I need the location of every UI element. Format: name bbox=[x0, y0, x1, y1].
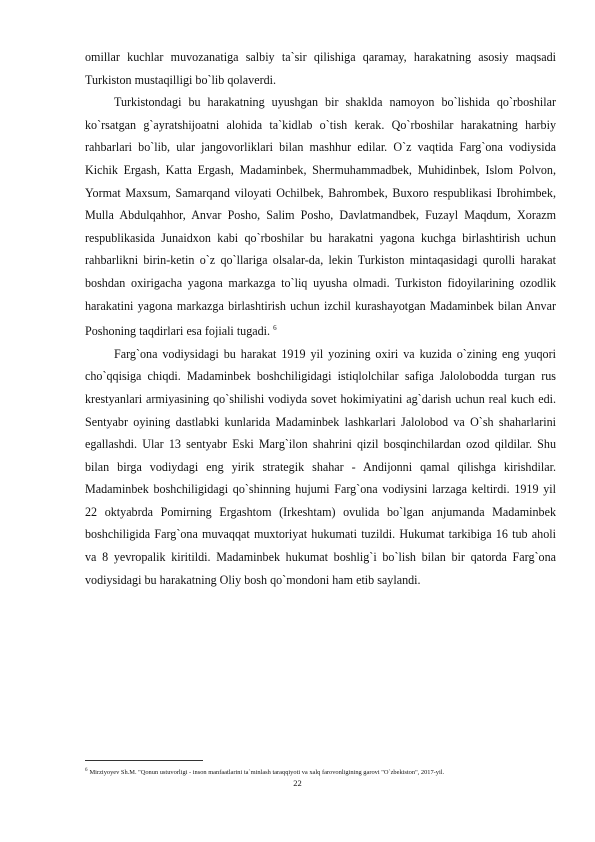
page-number: 22 bbox=[293, 778, 302, 788]
footnote-mark: 6 bbox=[85, 768, 88, 773]
footnote bbox=[85, 766, 444, 777]
paragraph-text: Farg`ona vodiysidagi bu harakat 1919 yil yozining oxiri va kuzida o`zining eng yuqori cho`qqisiga chiqdi. Madaminbek boshchiligidagi istiqlolchilar safiga Jalolobodda turgan rus krestyanlari armiyasining qo`shilishi vodiyda sovet hokimiyatini ag`darish uchun real kuch edi. Sentyabr oyining dastlabki kunlarida Madaminbek lashkarlari Jalolobod va O`sh shaharlarini egallashdi. Ular 13 sentyabr Eski Marg`ilon shahrini qizil bosqinchilardan ozod qildilar. Shu bilan birga vodiydagi eng yirik strategik shahar - Andijonni qamal qilishga kirishdilar. Madaminbek boshchiligidagi qo`shinning hujumi Farg`ona vodiysini larzaga keltirdi. 1919 yil 22 oktyabrda Pomirning Ergashtom (Irkeshtam) ovulida bo`lgan anjumanda Madaminbek boshchiligida Farg`ona muvaqqat muxtoriyat hukumati tuzildi. Hukumat tarkibiga 16 tub aholi va 8 yevropalik kiritildi. Madaminbek hukumat boshlig`i bo`lish bilan bir qatorda Farg`ona vodiysidagi bu harakatning Oliy bosh qo`mondoni ham etib saylandi. bbox=[85, 346, 556, 587]
paragraph-3 bbox=[85, 343, 556, 592]
footnote-separator bbox=[85, 760, 203, 761]
paragraph-text: omillar kuchlar muvozanatiga salbiy ta`sir qilishiga qaramay, harakatning asosiy maqsadi Turkiston mustaqilligi bo`lib qolaverdi. bbox=[85, 50, 556, 87]
paragraph-1 bbox=[85, 46, 556, 91]
document-body bbox=[85, 46, 556, 591]
footnote-text: Mirziyoyev Sh.M. "Qonun ustuvorligi - inson manfaatlarini ta`minlash taraqqiyoti va xalq farovonligining garovi "O`zbekiston", 2017-yil. bbox=[89, 769, 445, 776]
paragraph-text: Turkistondagi bu harakatning uyushgan bir shaklda namoyon bo`lishida qo`rboshilar ko`rsatgan g`ayratshijoatni alohida ta`kidlab o`tish kerak. Qo`rboshilar harakatning harbiy rahbarlari bo`lib, ular jangovorliklari bilan mashhur edilar. O`z vaqtida Farg`ona vodiysida Kichik Ergash, Katta Ergash, Madaminbek, Shermuhammadbek, Muhidinbek, Islom Polvon, Yormat Maxsum, Samarqand viloyati Ochilbek, Bahrombek, Buxoro respublikasi Ibrohimbek, Mulla Abdulqahhor, Anvar Posho, Salim Posho, Davlatmandbek, Fuzayl Maqdum, Xorazm respublikasida Junaidxon kabi qo`rboshilar bu harakatni yagona kuchga birlashtirish uchun rahbarlikni birin-ketin o`z qo`llariga olsalar-da, lekin Turkiston mintaqasidagi qurolli harakat boshdan oxirigacha yagona markazga to`liq uyusha olmadi. Turkiston fidoyilarining ozodlik harakatini yagona markazga birlashtirish uchun izchil kurashayotgan Madaminbek bilan Anvar Poshoning taqdirlari esa fojiali tugadi. bbox=[85, 95, 556, 339]
footnote-reference: 6 bbox=[273, 324, 277, 333]
paragraph-2 bbox=[85, 91, 556, 343]
